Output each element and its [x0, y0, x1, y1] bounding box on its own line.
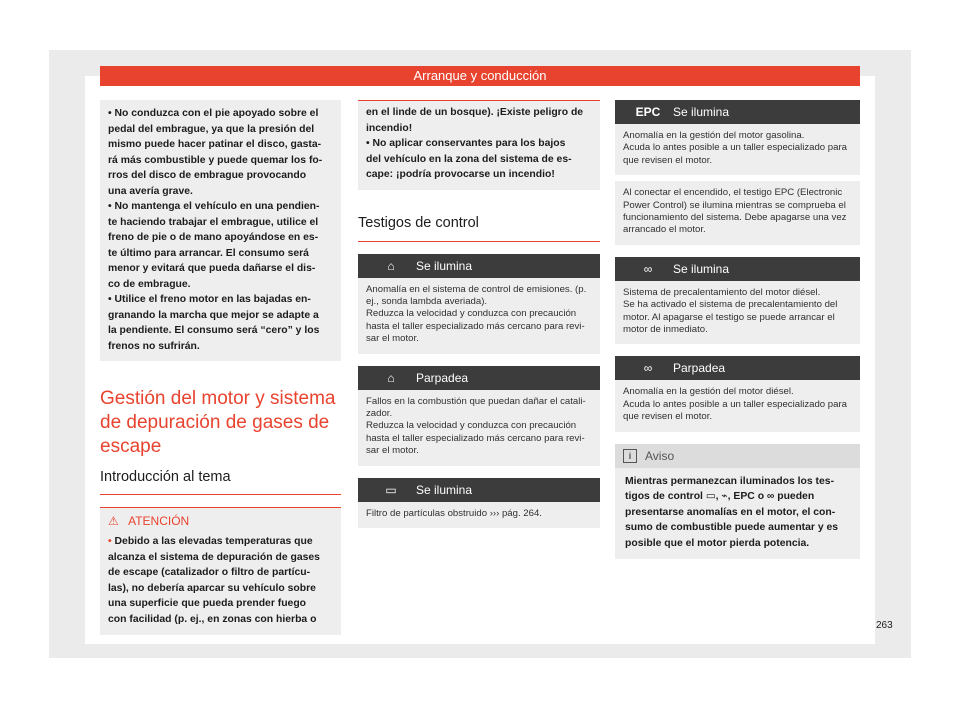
info-line: Fallos en la combustión que puedan dañar el catali- — [366, 395, 586, 407]
info-line: Power Control) se ilumina mientras se comprueba el — [623, 199, 846, 211]
info-line: motor. Al apagarse el testigo se puede arrancar el — [623, 311, 835, 323]
engine-icon: ⌂ — [387, 370, 395, 385]
testigos-title: Testigos de control — [358, 215, 600, 242]
indicator-info — [615, 124, 860, 175]
tip-line: • No conduzca con el pie apoyado sobre el — [108, 108, 319, 119]
column-3 — [615, 100, 860, 559]
warning-triangle-icon: ⚠ — [108, 514, 119, 528]
warning-line: alcanza el sistema de depuración de gases — [108, 551, 320, 563]
section-title-line: Gestión del motor y sistema — [100, 388, 336, 409]
tip-line: freno de pie o de mano apoyándose en es- — [108, 232, 319, 243]
column-2 — [358, 100, 600, 528]
column-1 — [100, 100, 341, 635]
info-line: sar el motor. — [366, 333, 419, 345]
indicator-info — [358, 278, 600, 354]
info-line: que revisen el motor. — [623, 154, 713, 166]
glow-plug-icon: ∞ — [643, 361, 653, 376]
info-line: Acuda lo antes posible a un taller especializado para — [623, 398, 848, 410]
engine-icon: ⌂ — [387, 258, 395, 273]
warning-body — [100, 534, 341, 635]
indicator-label: Se ilumina — [416, 258, 473, 273]
section-title-line: de depuración de gases de — [100, 412, 330, 433]
info-line: Acuda lo antes posible a un taller especializado para — [623, 142, 848, 154]
warning-header — [100, 507, 341, 534]
info-line: hasta el taller especializado más cercano para revi- — [366, 320, 585, 332]
note-label: Aviso — [645, 448, 675, 463]
warning-line: cape: ¡podría provocarse un incendio! — [366, 169, 555, 180]
note-line: presentarse anomalías en el motor, el con- — [625, 506, 836, 518]
indicator-label: Se ilumina — [673, 261, 730, 276]
page-number: 263 — [876, 620, 893, 631]
tip-line: frenos no sufrirán. — [108, 340, 200, 352]
warning-line: de escape (catalizador o filtro de partícu- — [108, 567, 311, 578]
indicator-info — [615, 181, 860, 245]
subsection-title: Introducción al tema — [100, 469, 341, 495]
warning-line: con facilidad (p. ej., en zonas con hierba o — [108, 613, 317, 625]
indicator-bar — [358, 366, 600, 390]
section-title — [100, 387, 341, 459]
indicator-label: Parpadea — [673, 361, 726, 376]
tip-line: mismo puede hacer patinar el disco, gasta- — [108, 139, 322, 150]
note-line: sumo de combustible puede aumentar y es — [625, 522, 839, 534]
info-line: hasta el taller especializado más cercano para revi- — [366, 432, 585, 444]
indicator-label: Se ilumina — [673, 105, 730, 119]
indicator-bar — [615, 356, 860, 380]
indicator-info — [615, 380, 860, 431]
warning-line: una superficie que pueda prender fuego — [108, 598, 307, 609]
section-title-line: escape — [100, 436, 162, 457]
chapter-header: Arranque y conducción — [100, 66, 860, 86]
info-line: Reduzca la velocidad y conduzca con precaución — [366, 308, 577, 320]
info-line: Sistema de precalentamiento del motor diésel. — [623, 286, 821, 298]
info-icon: i — [623, 449, 637, 463]
indicator-bar — [615, 257, 860, 281]
info-line: zador. — [366, 407, 393, 419]
epc-icon: EPC — [635, 105, 661, 119]
warning-line: incendio! — [366, 122, 413, 134]
particle-filter-icon: ▭ — [385, 482, 397, 497]
warning-line: en el linde de un bosque). ¡Existe peligro de — [366, 107, 584, 118]
tip-line: te último para arrancar. El consumo será — [108, 247, 309, 259]
indicator-bar — [358, 478, 600, 502]
note-header — [615, 444, 860, 468]
glow-plug-icon: ∞ — [643, 261, 653, 276]
indicator-bar — [358, 254, 600, 278]
tip-line: co de embrague. — [108, 278, 191, 290]
warning-line: • No aplicar conservantes para los bajos — [366, 138, 566, 149]
indicator-label: Se ilumina — [416, 482, 473, 497]
tips-box — [100, 100, 341, 361]
warning-line: del vehículo en la zona del sistema de es- — [366, 153, 572, 165]
warning-label: ATENCIÓN — [128, 514, 190, 528]
tip-line: te haciendo trabajar el embrague, utilice el — [108, 216, 319, 228]
note-line: tigos de control ▭, ⌁, EPC o ∞ pueden — [625, 491, 815, 503]
tip-line: menor y evitará que pueda dañarse el dis- — [108, 263, 316, 274]
info-line: funcionamiento del sistema. Debe apagarse una vez — [623, 212, 847, 224]
indicator-info — [615, 281, 860, 345]
tip-line: • No mantenga el vehículo en una pendien- — [108, 201, 320, 212]
info-line: Se ha activado el sistema de precalentamiento del — [623, 299, 838, 311]
note-line: Mientras permanezcan iluminados los tes- — [625, 475, 835, 487]
info-line: Anomalía en el sistema de control de emisiones. (p. — [366, 283, 587, 295]
tip-line: pedal del embrague, ya que la presión del — [108, 123, 315, 135]
tip-line: granando la marcha que mejor se adapte a — [108, 309, 319, 321]
info-line: ej., sonda lambda averiada). — [366, 295, 488, 307]
note-body — [615, 468, 860, 560]
info-line: motor de inmediato. — [623, 324, 708, 336]
info-line: arrancado el motor. — [623, 224, 706, 236]
indicator-info — [358, 502, 600, 528]
info-line: Anomalía en la gestión del motor diésel. — [623, 386, 794, 398]
warning-line: las), no debería aparcar su vehículo sobre — [108, 582, 316, 594]
tip-line: rros del disco de embrague provocando — [108, 170, 307, 181]
warning-line: • Debido a las elevadas temperaturas que — [108, 534, 333, 550]
info-line: que revisen el motor. — [623, 411, 713, 423]
tip-line: • Utilice el freno motor en las bajadas en- — [108, 294, 311, 305]
tip-line: la pendiente. El consumo será “cero” y los — [108, 325, 320, 336]
info-line: sar el motor. — [366, 445, 419, 457]
note-line: posible que el motor pierda potencia. — [625, 537, 810, 549]
indicator-bar — [615, 100, 860, 124]
tip-line: una avería grave. — [108, 185, 193, 197]
indicator-info — [358, 390, 600, 466]
info-line: Al conectar el encendido, el testigo EPC (Electronic — [623, 187, 843, 199]
info-line: Anomalía en la gestión del motor gasolina. — [623, 130, 805, 141]
info-line: Filtro de partículas obstruido ››› pág. 264. — [366, 507, 542, 519]
warning-continuation — [358, 100, 600, 190]
tip-line: rá más combustible y puede quemar los fo- — [108, 154, 323, 166]
info-line: Reduzca la velocidad y conduzca con precaución — [366, 420, 577, 432]
indicator-label: Parpadea — [416, 370, 469, 385]
